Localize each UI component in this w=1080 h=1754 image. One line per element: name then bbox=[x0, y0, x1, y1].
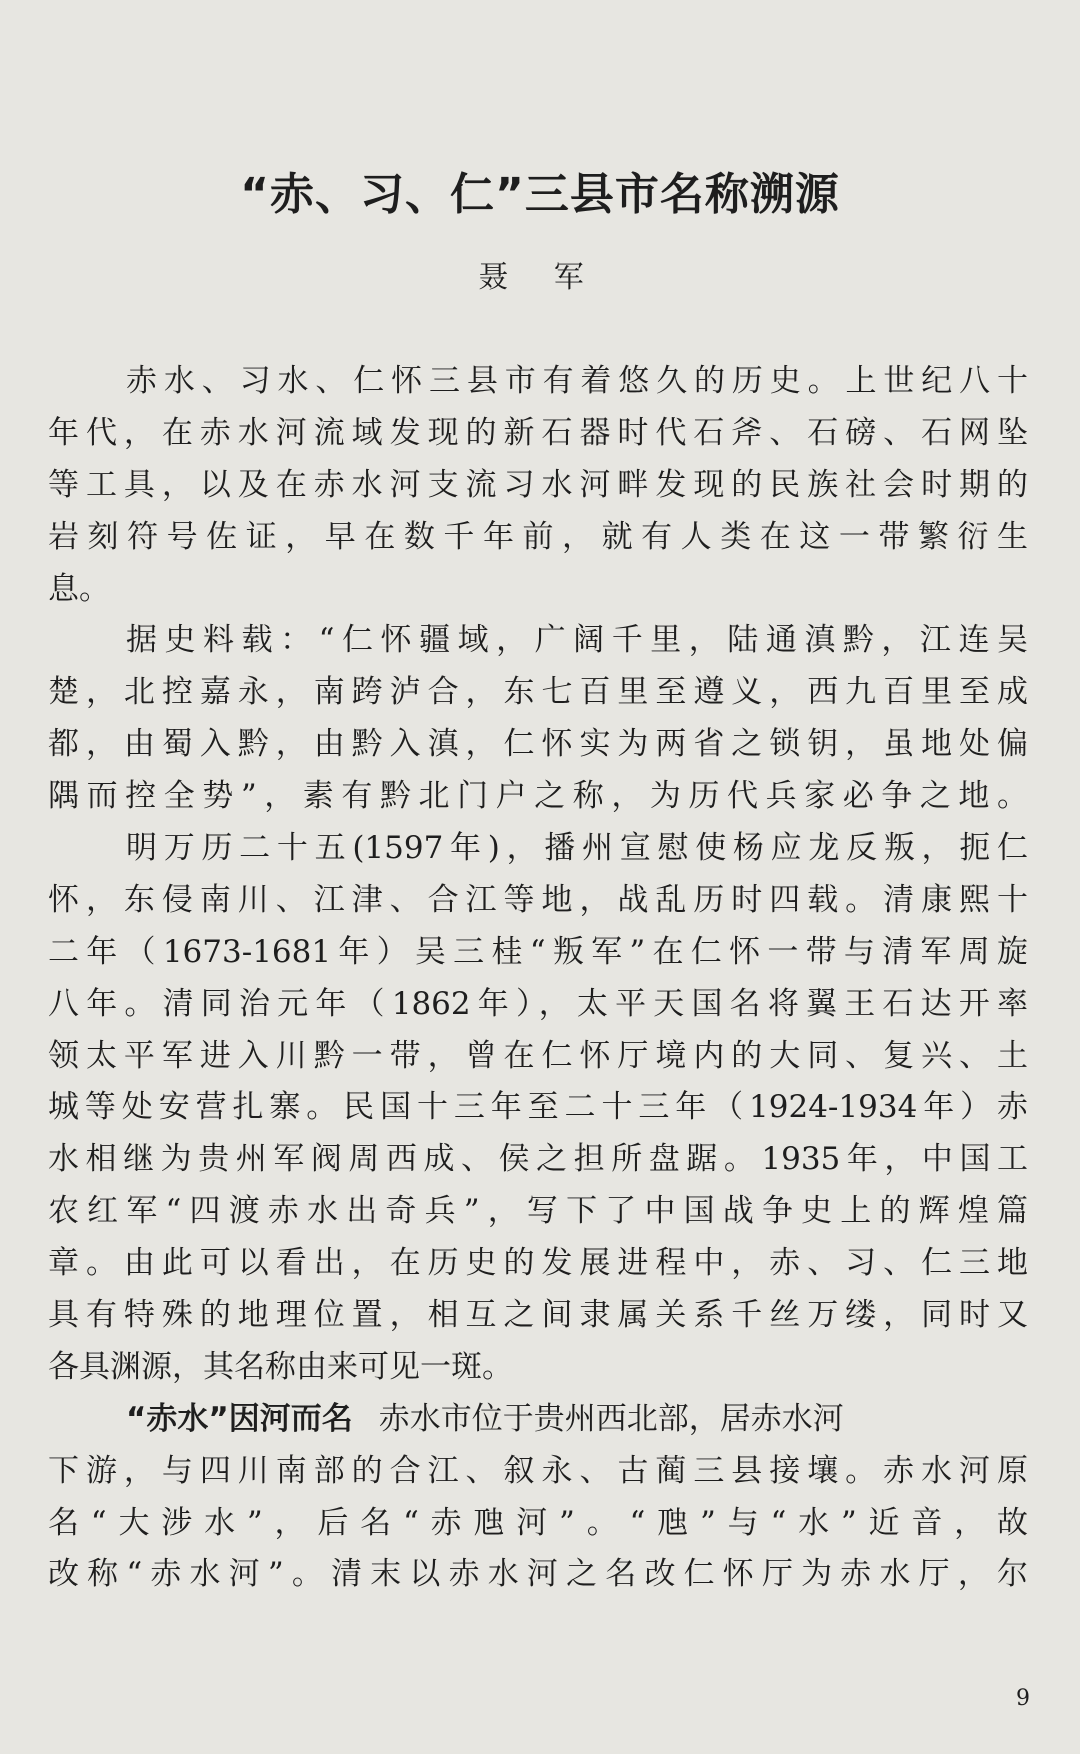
text-line: 岩刻符号佐证，早在数千年前，就有人类在这一带繁衍生 bbox=[48, 518, 1028, 555]
paragraph bbox=[48, 823, 1028, 1394]
text-line: 都，由蜀入黔，由黔入滇，仁怀实为两省之锁钥，虽地处偏 bbox=[48, 726, 1028, 763]
text-line: 楚，北控嘉永，南跨泸合，东七百里至遵义，西九百里至成 bbox=[48, 674, 1028, 711]
text-line: 领太平军进入川黔一带，曾在仁怀厅境内的大同、复兴、土 bbox=[48, 1037, 1028, 1074]
text-line: 隅而控全势”，素有黔北门户之称，为历代兵家必争之地。 bbox=[48, 778, 1028, 815]
article-body bbox=[48, 356, 1028, 1601]
text-line: 赤水、习水、仁怀三县市有着悠久的历史。上世纪八十 bbox=[126, 363, 1028, 399]
text-line: 各具渊源，其名称由来可见一斑。 bbox=[48, 1348, 513, 1385]
text-line: 水相继为贵州军阀周西成、侯之担所盘踞。1935年，中国工 bbox=[48, 1141, 1028, 1178]
text-line: 明万历二十五(1597年)，播州宣慰使杨应龙反叛，扼仁 bbox=[126, 830, 1028, 867]
text-line: 改称“赤水河”。清末以赤水河之名改仁怀厅为赤水厅，尔 bbox=[48, 1556, 1028, 1593]
article-title: “赤、习、仁”三县市名称溯源 bbox=[240, 169, 840, 220]
text-line: 息。 bbox=[48, 570, 110, 607]
text-line: 下游，与四川南部的合江、叙永、古蔺三县接壤。赤水河原 bbox=[48, 1452, 1028, 1489]
page-number: 9 bbox=[1016, 1686, 1030, 1711]
text-line: 二年（1673-1681年）吴三桂“叛军”在仁怀一带与清军周旋 bbox=[48, 933, 1028, 970]
text-line: 农红军“四渡赤水出奇兵”，写下了中国战争史上的辉煌篇 bbox=[48, 1193, 1028, 1230]
section-heading: “赤水”因河而名 bbox=[126, 1400, 353, 1437]
article-author: 聂 军 bbox=[478, 260, 602, 295]
paragraph bbox=[48, 356, 1028, 615]
paragraph bbox=[48, 615, 1028, 823]
text-line: 具有特殊的地理位置，相互之间隶属关系千丝万缕，同时又 bbox=[48, 1297, 1028, 1334]
text-line: 名“大涉水”，后名“赤虺河”。“虺”与“水”近音，故 bbox=[48, 1504, 1028, 1541]
text-line: 城等处安营扎寨。民国十三年至二十三年（1924-1934年）赤 bbox=[48, 1089, 1028, 1126]
text-line bbox=[48, 1394, 1028, 1446]
text-line: 八年。清同治元年（1862年），太平天国名将翼王石达开率 bbox=[48, 985, 1028, 1022]
text-line: 怀，东侵南川、江津、合江等地，战乱历时四载。清康熙十 bbox=[48, 881, 1028, 918]
paragraph bbox=[48, 1394, 1028, 1602]
text-line-content: 赤水市位于贵州西北部，居赤水河 bbox=[378, 1400, 844, 1437]
text-line: 等工具，以及在赤水河支流习水河畔发现的民族社会时期的 bbox=[48, 466, 1028, 503]
text-line: 据史料载：“仁怀疆域，广阔千里，陆通滇黔，江连吴 bbox=[126, 622, 1028, 659]
text-line: 年代，在赤水河流域发现的新石器时代石斧、石磅、石网坠 bbox=[48, 414, 1028, 451]
text-line: 章。由此可以看出，在历史的发展进程中，赤、习、仁三地 bbox=[48, 1245, 1028, 1282]
